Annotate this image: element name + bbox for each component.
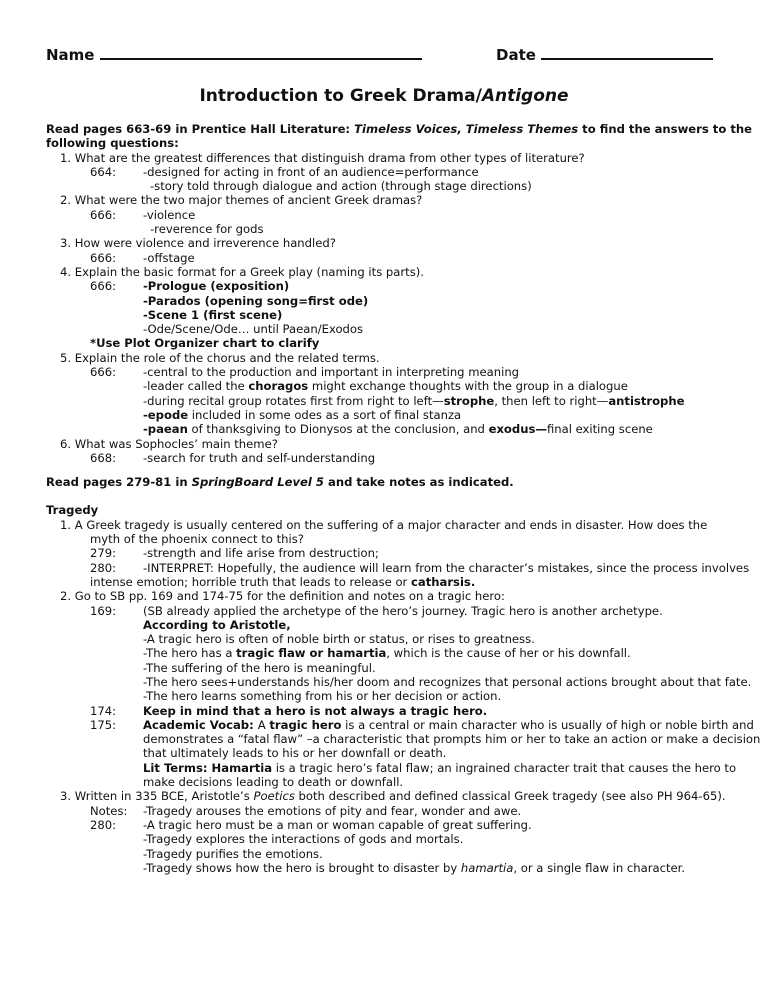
question-4: 4. Explain the basic format for a Greek play (naming its parts). [60,264,424,279]
note-row: -epode included in some odes as a sort of final stanza [143,407,462,422]
question-5: 5. Explain the role of the chorus and the related terms. [60,350,380,365]
worksheet-body [46,122,761,875]
tragedy-item-3: 3. Written in 335 BCE, Aristotle’s Poetics both described and defined classical Greek tragedy (see also PH 964-65). [60,789,726,804]
question-2: 2. What were the two major themes of ancient Greek dramas? [60,193,423,208]
section1-intro: Read pages 663-69 in Prentice Hall Literature: Timeless Voices, Timeless Themes to find the answers to the [46,122,753,136]
note-row: that ultimately leads to his or her downfall or death. [143,746,447,761]
section2-intro: Read pages 279-81 in SpringBoard Level 5 and take notes as indicated. [46,475,514,490]
note-row: -The hero has a tragic flaw or hamartia, which is the cause of her or his downfall. [143,646,631,661]
plot-organizer-note: *Use Plot Organizer chart to clarify [90,336,320,351]
note-row: -Ode/Scene/Ode… until Paean/Exodos [143,322,364,337]
question-1: 1. What are the greatest differences that distinguish drama from other types of literature? [60,150,585,165]
note-row: -paean of thanksgiving to Dionysos at the conclusion, and exodus—final exiting scene [143,422,653,437]
note-row: 169: (SB already applied the archetype of the hero’s journey. Tragic hero is another archetype. [90,603,663,618]
note-row: intense emotion; horrible truth that leads to release or catharsis. [90,574,476,589]
note-row: 666: -central to the production and important in interpreting meaning [90,365,520,380]
note-row: 280: -INTERPRET: Hopefully, the audience will learn from the character’s mistakes, since the process involves [90,560,750,575]
date-field[interactable] [496,44,713,64]
tragedy-item-2: 2. Go to SB pp. 169 and 174-75 for the definition and notes on a tragic hero: [60,589,505,604]
date-label: Date [496,46,536,64]
note-row: Lit Terms: Hamartia is a tragic hero’s fatal flaw; an ingrained character trait that causes the hero to [143,760,737,775]
date-blank-line [541,44,713,60]
tragedy-item-1: 1. A Greek tragedy is usually centered on the suffering of a major character and ends in disaster. How does the [60,517,708,532]
note-row: 174: Keep in mind that a hero is not always a tragic hero. [90,703,488,718]
note-row: -reverence for gods [150,222,264,237]
note-row: -Scene 1 (first scene) [143,307,283,322]
name-field[interactable] [46,44,422,64]
note-row: 279: -strength and life arise from destruction; [90,546,379,561]
note-row: 280: -A tragic hero must be a man or woman capable of great suffering. [90,817,532,832]
page-title: Introduction to Greek Drama/Antigone [199,86,569,106]
note-row: -The hero sees+understands his/her doom and recognizes that personal actions brought about that fate. [143,674,752,689]
note-row: -Parados (opening song=first ode) [143,293,369,308]
note-row: 664: -designed for acting in front of an audience=performance [90,164,479,179]
note-row: 175: Academic Vocab: A tragic hero is a central or main character who is usually of high or noble birth and [90,717,754,732]
name-label: Name [46,46,95,64]
section1-intro-cont: following questions: [46,136,179,151]
note-row: -leader called the choragos might exchange thoughts with the group in a dialogue [143,379,628,394]
note-row: -during recital group rotates first from right to left—strophe, then left to right—antistrophe [143,393,685,408]
note-row: -Tragedy shows how the hero is brought to disaster by hamartia, or a single flaw in character. [143,860,686,875]
note-row: 666: -Prologue (exposition) [90,279,290,294]
note-row: -The suffering of the hero is meaningful. [143,660,376,675]
note-row: 668: -search for truth and self-understanding [90,450,376,465]
tragedy-heading: Tragedy [46,503,99,518]
note-row: According to Aristotle, [143,617,291,632]
note-row: -The hero learns something from his or her decision or action. [143,689,502,704]
name-blank-line [100,44,422,60]
note-row: Notes: -Tragedy arouses the emotions of pity and fear, wonder and awe. [90,803,522,818]
note-row: make decisions leading to death or downfall. [143,775,404,790]
note-row: 666: -offstage [90,250,195,265]
note-row: -A tragic hero is often of noble birth or status, or rises to greatness. [143,632,535,647]
question-3: 3. How were violence and irreverence handled? [60,236,336,251]
note-row: demonstrates a “fatal flaw” –a characteristic that prompts him or her to take an action or make a decision [143,732,761,747]
note-row: -story told through dialogue and action (through stage directions) [150,179,532,194]
note-row: -Tragedy purifies the emotions. [143,846,323,861]
question-6: 6. What was Sophocles’ main theme? [60,436,278,451]
note-row: 666: -violence [90,207,196,222]
note-row: -Tragedy explores the interactions of gods and mortals. [143,832,464,847]
tragedy-item-1-cont: myth of the phoenix connect to this? [90,532,304,547]
